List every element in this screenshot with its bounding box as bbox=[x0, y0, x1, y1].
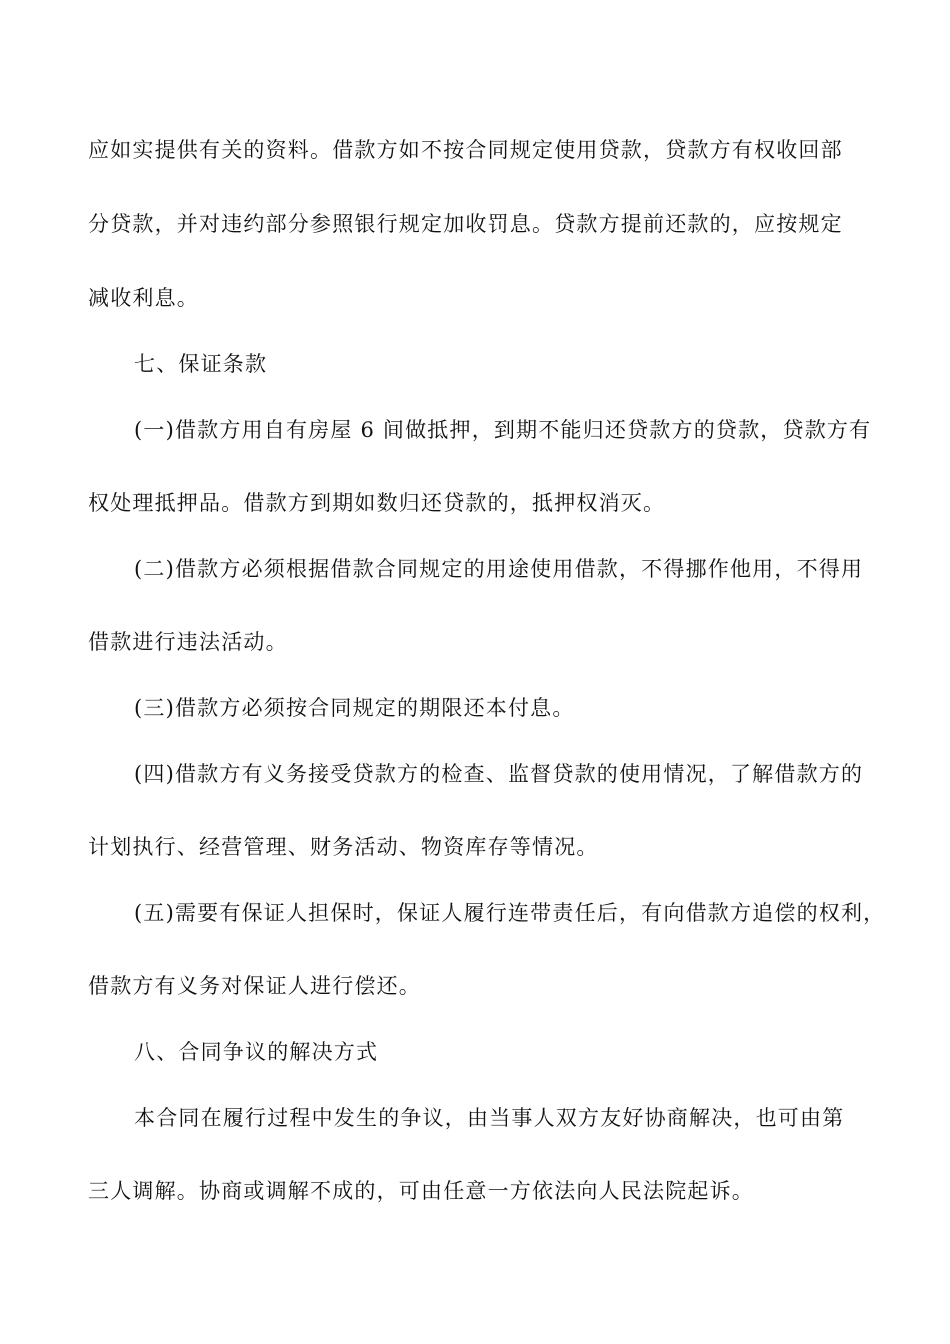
paragraph-line: 权处理抵押品。借款方到期如数归还贷款的，抵押权消灭。 bbox=[88, 491, 666, 515]
paragraph-line: (二)借款方必须根据借款合同规定的用途使用借款，不得挪作他用，不得用 bbox=[134, 557, 864, 581]
section-heading: 七、保证条款 bbox=[134, 352, 268, 376]
paragraph-line: 应如实提供有关的资料。借款方如不按合同规定使用贷款，贷款方有权收回部 bbox=[88, 138, 843, 162]
paragraph-line: 减收利息。 bbox=[88, 286, 199, 310]
paragraph-line: (四)借款方有义务接受贷款方的检查、监督贷款的使用情况，了解借款方的 bbox=[134, 762, 864, 786]
paragraph-line: (三)借款方必须按合同规定的期限还本付息。 bbox=[134, 696, 575, 720]
paragraph-line: 分贷款，并对违约部分参照银行规定加收罚息。贷款方提前还款的，应按规定 bbox=[88, 212, 843, 236]
paragraph-line: 三人调解。协商或调解不成的，可由任意一方依法向人民法院起诉。 bbox=[88, 1179, 754, 1203]
paragraph-line: (一)借款方用自有房屋 6 间做抵押，到期不能归还贷款方的贷款，贷款方有 bbox=[134, 418, 872, 442]
section-heading: 八、合同争议的解决方式 bbox=[134, 1040, 379, 1064]
paragraph-line: 本合同在履行过程中发生的争议，由当事人双方友好协商解决，也可由第 bbox=[134, 1106, 845, 1130]
paragraph-line: (五)需要有保证人担保时，保证人履行连带责任后，有向借款方追偿的权利， bbox=[134, 901, 886, 925]
paragraph-line: 计划执行、经营管理、财务活动、物资库存等情况。 bbox=[88, 835, 599, 859]
paragraph-line: 借款方有义务对保证人进行偿还。 bbox=[88, 974, 421, 998]
paragraph-line: 借款进行违法活动。 bbox=[88, 630, 288, 654]
